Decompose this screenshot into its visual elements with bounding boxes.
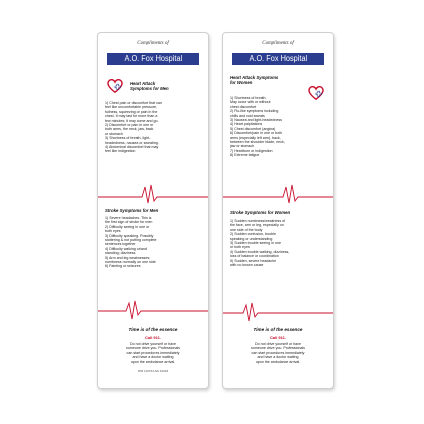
hospital-logo [107,53,199,65]
list-item: 5) Chest discomfort (angina) [230,126,276,131]
note-line: someone drive you. Professionals [126,346,180,351]
list-item: speaking or understanding [230,236,273,241]
note-line: someone drive you. Professionals [251,346,305,351]
time-title: Time is of the essence [128,327,178,332]
footer-code: IPM 110764 A0I 42093 [137,369,169,373]
heartbeat-line-icon [98,183,208,205]
list-item: or both eyes [230,245,250,250]
list-item: 2) Flu-like symptoms including [230,109,279,114]
heart-attack-list [230,96,285,158]
note-line: and have a doctor waiting [257,355,299,360]
list-item: 4) Difficulty walking or/and [105,246,147,251]
title-line: for Women [230,80,253,85]
heart-attack-title [230,75,278,85]
list-item: 3) Nausea and light-headedness [230,118,282,123]
list-item: the face, arm or leg, especially on [230,223,284,228]
call-911: Call 911. [269,335,286,340]
note-line: upon the ambulance arrival. [130,359,176,364]
list-item: 8) Extreme fatigue [230,153,260,158]
list-item: one side of the body [230,227,263,232]
stroke-list [230,219,289,267]
note-line: Do not drive yourself or have [255,342,301,346]
note-line: can start procedures immediately [251,350,305,355]
compliments-text: Compliments of [137,41,169,46]
list-item: 1) Chest pain or discomfort that can [105,101,162,105]
bookmark-men [97,32,209,389]
list-item: 2) Difficulty seeing in one or [105,224,150,229]
hospital-logo [232,53,324,65]
list-item: headedness, nausea or sweating. [105,140,159,145]
list-item: both eyes [105,229,121,234]
stroke-list [105,216,157,269]
list-item: 5) Arm and leg weaknesses; [105,255,151,260]
bookmark-women [222,32,334,389]
stroke-title: Stroke Symptoms for Men [105,208,159,213]
list-item: sentences together [105,242,136,247]
list-item: 1) Shortness of breath. [230,96,267,100]
list-item: chills and cold sweats [230,113,265,118]
heartbeat-line-icon [223,183,333,205]
list-item: 3) Difficulty speaking. Possibly [105,233,154,238]
list-item: 5) Sudden, severe headache [230,258,277,263]
compliments-text: Compliments of [262,41,294,46]
list-item: 1) Sudden numbness/weakness of [230,219,286,223]
list-item: 3) Sudden trouble seeing in one [230,241,281,246]
note-line: and have a doctor waiting [132,355,174,360]
list-item: arms (especially left arm), back, [230,135,281,140]
call-911: Call 911. [144,335,161,340]
title-line: Symptoms for Men [130,86,169,91]
list-item: 4) Abdominal discomfort that may [105,145,159,150]
list-item: 6) Fainting or seizures [105,264,141,269]
list-item: chest discomfort [230,104,257,109]
advice-note [233,342,323,364]
list-item: 7) Heartburn or indigestion [230,148,273,153]
title-line: Heart Attack Symptoms [230,75,279,80]
list-item: 4) Heart palpitations [230,122,263,127]
time-title: Time is of the essence [253,327,303,332]
note-line: upon the ambulance arrival. [255,359,301,364]
list-item: fullness, squeezing or pain in the [105,109,158,114]
list-item: jaw or stomach [230,144,255,149]
list-item: 4) Sudden trouble walking, dizziness, [230,249,290,254]
heart-attack-list [105,101,162,154]
list-item: loss of balance or coordination [230,254,279,259]
stroke-title: Stroke Symptoms for Women [230,210,291,215]
list-item: few minutes; it may come and go. [105,118,159,123]
list-item: 2) Sudden confusion, trouble [230,232,276,237]
list-item: 1) Severe headaches. This is [105,216,152,220]
heart-attack-title [130,81,169,91]
list-item: 3) Shortness of breath, light- [105,136,151,141]
list-item: with no known cause [230,263,264,268]
heartbeat-line-icon [98,299,208,321]
heartbeat-line-icon [223,301,333,323]
list-item: or stomach [105,131,123,136]
note-line: can start procedures immediately [126,350,180,355]
title-line: Heart Attack [130,81,156,86]
list-item: between the shoulder blade, neck, [230,140,285,145]
note-line: Do not drive yourself or have [130,342,176,346]
list-item: numbness normally on one side [105,260,156,265]
list-item: standing; dizziness [105,251,136,256]
hospital-name: A.O. Fox Hospital [249,54,307,63]
list-item: May occur with or without [230,100,271,105]
list-item: chest. It may last for more than a [105,114,158,119]
advice-note [108,342,198,364]
list-item: feel like uncomfortable pressure, [105,105,157,110]
list-item: 6) Discomfort/pain in one or both [230,131,283,136]
list-item: both arms, the neck, jaw, back [105,127,154,132]
list-item: 2) Discomfort or pain in one or [105,123,154,128]
list-item: feel like indigestion [105,149,136,154]
hospital-name: A.O. Fox Hospital [124,54,182,63]
heart-with-cross-icon [307,85,325,101]
list-item: the first sign of stroke for men [105,220,153,225]
heart-with-cross-icon [106,78,124,94]
list-item: stuttering & not putting complete [105,238,157,243]
